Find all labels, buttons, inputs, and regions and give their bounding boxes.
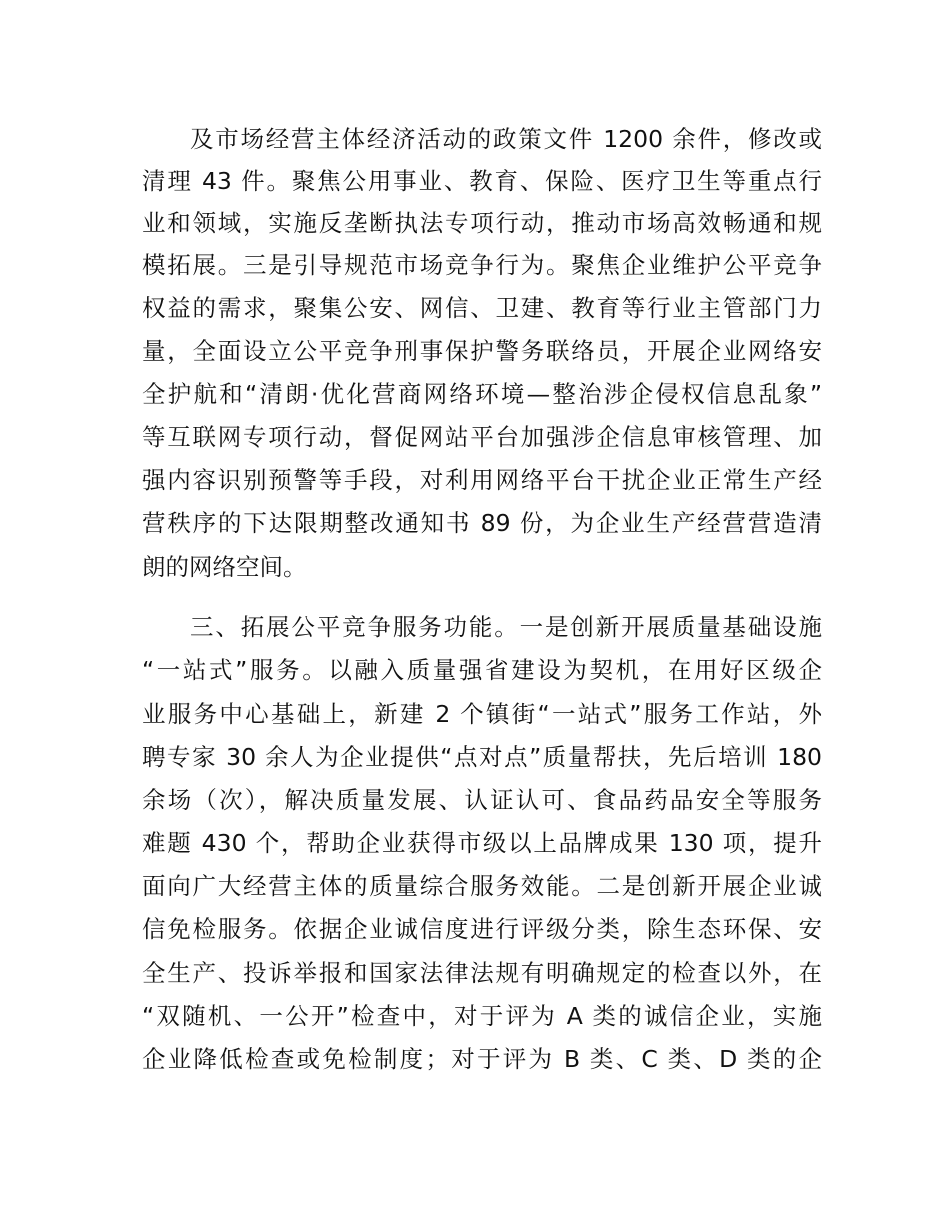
paragraph-2-line-10: “双随机、一公开”检查中，对于评为 A 类的诚信企业，实施 [142,1002,822,1030]
paragraph-1-line-11: 朗的网络空间。 [142,553,307,581]
paragraph-2-line-2: “一站式”服务。以融入质量强省建设为契机，在用好区级企 [142,656,822,684]
paragraph-1-line-1: 及市场经营主体经济活动的政策文件 1200 余件，修改或 [190,125,822,153]
paragraph-1-line-9: 强内容识别预警等手段，对利用网络平台干扰企业正常生产经 [142,466,822,494]
paragraph-1-line-2: 清理 43 件。聚焦公用事业、教育、保险、医疗卫生等重点行 [142,167,822,195]
paragraph-1-line-10: 营秩序的下达限期整改通知书 89 份，为企业生产经营营造清 [142,509,822,537]
paragraph-1-line-7: 全护航和“清朗·优化营商网络环境—整治涉企侵权信息乱象” [142,380,822,408]
paragraph-2-line-8: 信免检服务。依据企业诚信度进行评级分类，除生态环保、安 [142,915,822,943]
paragraph-2-line-4: 聘专家 30 余人为企业提供“点对点”质量帮扶，先后培训 180 [142,743,822,771]
paragraph-2-line-11: 企业降低检查或免检制度；对于评为 B 类、C 类、D 类的企 [142,1045,822,1073]
paragraph-1-line-3: 业和领域，实施反垄断执法专项行动，推动市场高效畅通和规 [142,209,822,237]
paragraph-2-line-6: 难题 430 个，帮助企业获得市级以上品牌成果 130 项，提升 [142,829,822,857]
paragraph-2-line-7: 面向广大经营主体的质量综合服务效能。二是创新开展企业诚 [142,872,822,900]
paragraph-2-line-5: 余场（次），解决质量发展、认证认可、食品药品安全等服务 [142,786,822,814]
paragraph-1-line-4: 模拓展。三是引导规范市场竞争行为。聚焦企业维护公平竞争 [142,251,822,279]
paragraph-1-line-8: 等互联网专项行动，督促网站平台加强涉企信息审核管理、加 [142,423,822,451]
paragraph-2-line-9: 全生产、投诉举报和国家法律法规有明确规定的检查以外，在 [142,959,822,987]
paragraph-1-line-5: 权益的需求，聚集公安、网信、卫建、教育等行业主管部门力 [142,294,822,322]
paragraph-2-line-1: 三、拓展公平竞争服务功能。一是创新开展质量基础设施 [190,613,822,641]
paragraph-1-line-6: 量，全面设立公平竞争刑事保护警务联络员，开展企业网络安 [142,337,822,365]
paragraph-2-line-3: 业服务中心基础上，新建 2 个镇街“一站式”服务工作站，外 [142,700,822,728]
